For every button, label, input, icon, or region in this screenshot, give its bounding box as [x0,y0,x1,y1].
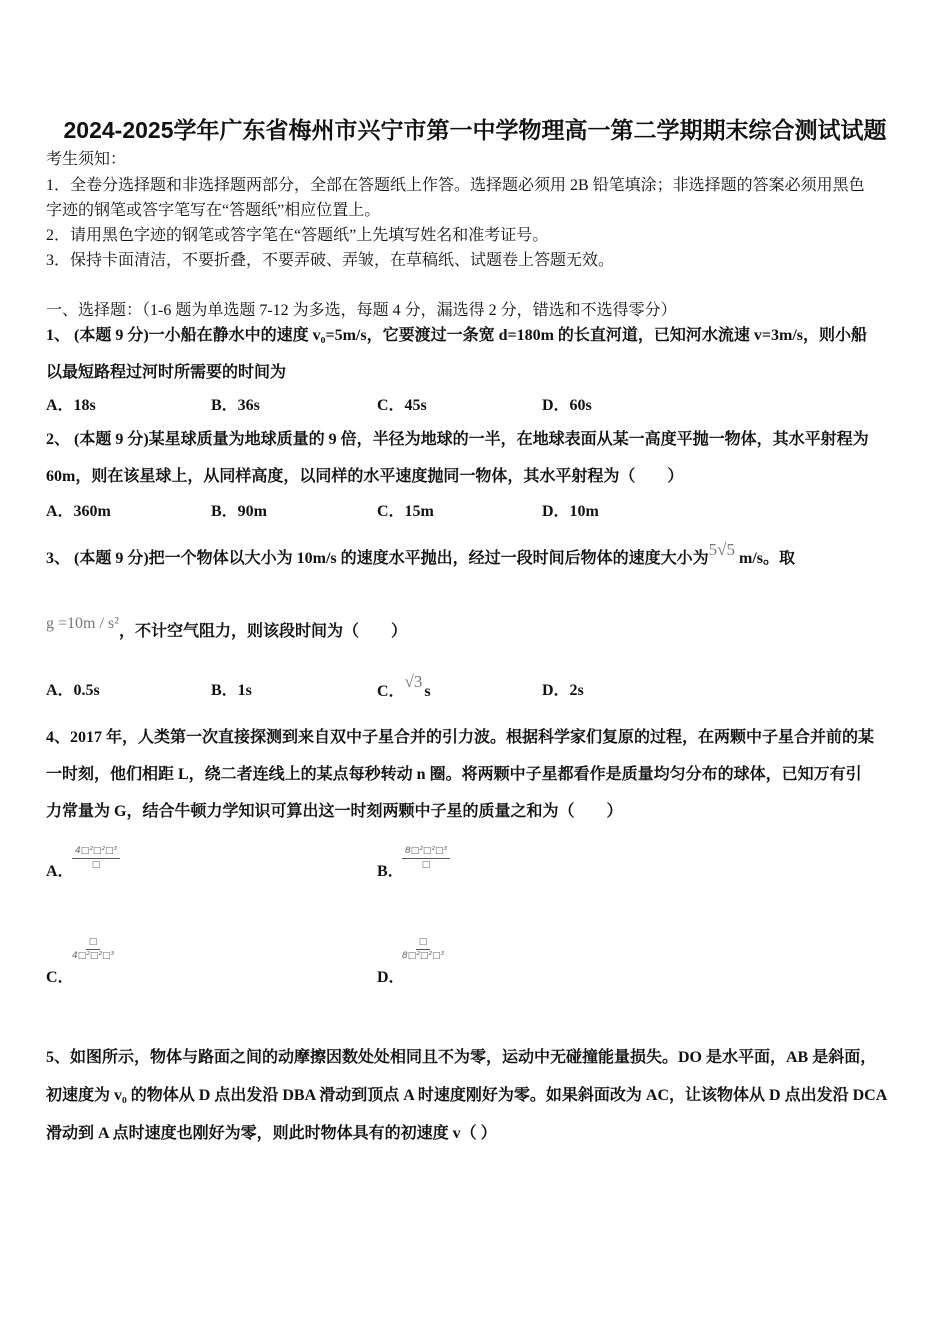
q3-option-b: B．1s [211,682,252,699]
notice-line: 3．保持卡面清洁，不要折叠，不要弄破、弄皱，在草稿纸、试题卷上答题无效。 [46,252,615,269]
q4-option-b-label: B． [377,863,404,880]
q4-option-d-formula [402,937,444,962]
question-3-text-cont [46,615,407,642]
q3-option-c-label: C． [377,683,405,700]
q3-option-c-unit: s [424,683,431,700]
q4-option-b-formula [402,846,450,871]
q2-option-a: A．360m [46,503,111,520]
notice-line: 2．请用黑色字迹的钢笔或答字笔在“答题纸”上先填写姓名和准考证号。 [46,227,549,244]
question-4-text-cont: 一时刻，他们相距 L，绕二者连线上的某点每秒转动 n 圈。将两颗中子星都看作是质量均匀分布的球体，已知万有引 [46,766,862,783]
question-3-text-tail: ，不计空气阻力，则该段时间为（ ） [118,623,407,640]
question-5-text-cont: 滑动到 A 点时速度也刚好为零，则此时物体具有的初速度 v（ ） [46,1125,497,1142]
q1-option-b: B．36s [211,397,260,414]
question-3-text [46,540,796,569]
denominator: 4□²□²□³ [72,951,115,961]
numerator: 4□²□²□³ [72,846,120,859]
q2-option-d: D．10m [542,503,599,520]
numerator: □ [416,937,431,950]
notice-line: 1．全卷分选择题和非选择题两部分，全部在答题纸上作答。选择题必须用 2B 铅笔填涂；非选择题的答案必须用黑色 [46,177,865,194]
question-3-text-main: 3、 (本题 9 分)把一个物体以大小为 10m/s 的速度水平抛出，经过一段时间后物体的速度大小为 [46,550,709,567]
question-5-text-cont: 初速度为 v₀ 的物体从 D 点出发沿 DBA 滑动到顶点 A 时速度刚好为零。如果斜面改为 AC，让该物体从 D 点出发沿 DCA [46,1087,888,1104]
question-2-text: 2、 (本题 9 分)某星球质量为地球质量的 9 倍，半径为地球的一半，在地球表面从某一高度平抛一物体，其水平射程为 [46,431,869,448]
numerator: 8□²□²□³ [402,846,450,859]
q3-option-c [377,672,431,702]
q1-option-c: C．45s [377,397,427,414]
q3-option-d: D．2s [542,682,584,699]
q2-option-b: B．90m [211,503,268,520]
question-4-text: 4、2017 年，人类第一次直接探测到来自双中子星合并的引力波。根据科学家们复原的过程，在两颗中子星合并前的某 [46,729,875,746]
section-heading: 一、选择题：（1-6 题为单选题 7-12 为多选，每题 4 分，漏选得 2 分，错选和不选得零分） [46,302,677,319]
q3-option-a: A．0.5s [46,682,100,699]
question-1-text: 1、 (本题 9 分)一小船在静水中的速度 v₀=5m/s，它要渡过一条宽 d=180m 的长直河道，已知河水流速 v=3m/s，则小船 [46,327,868,344]
q2-option-c: C．15m [377,503,434,520]
q4-option-c-label: C． [46,969,74,986]
q4-option-d-label: D． [377,969,405,986]
sqrt3-formula: √3 [404,672,423,691]
q1-option-a: A．18s [46,397,96,414]
q1-option-d: D．60s [542,397,592,414]
q4-option-c-formula [72,937,114,962]
question-3-unit: m/s。取 [739,550,796,567]
denominator: 8□²□²□³ [402,951,445,961]
question-1-text-cont: 以最短路程过河时所需要的时间为 [46,364,287,381]
page-title: 2024-2025学年广东省梅州市兴宁市第一中学物理高一第二学期期末综合测试试题 [63,117,887,143]
denominator: □ [91,860,101,870]
question-2-text-cont: 60m，则在该星球上，从同样高度，以同样的水平速度抛同一物体，其水平射程为（ ） [46,468,684,485]
q4-option-a-formula [72,846,120,871]
numerator: □ [86,937,101,950]
question-5-text: 5、如图所示，物体与路面之间的动摩擦因数处处相同且不为零，运动中无碰撞能量损失。DO 是水平面，AB 是斜面， [46,1049,877,1066]
denominator: □ [421,860,431,870]
q4-option-a-label: A． [46,863,74,880]
question-4-text-cont: 力常量为 G，结合牛顿力学知识可算出这一时刻两颗中子星的质量之和为（ ） [46,803,623,820]
notice-heading: 考生须知： [46,151,127,168]
gravity-formula: g =10m / s² [46,615,119,632]
speed-formula: 5√5 [708,540,736,559]
notice-line: 字迹的钢笔或答字笔写在“答题纸”相应位置上。 [46,202,381,219]
